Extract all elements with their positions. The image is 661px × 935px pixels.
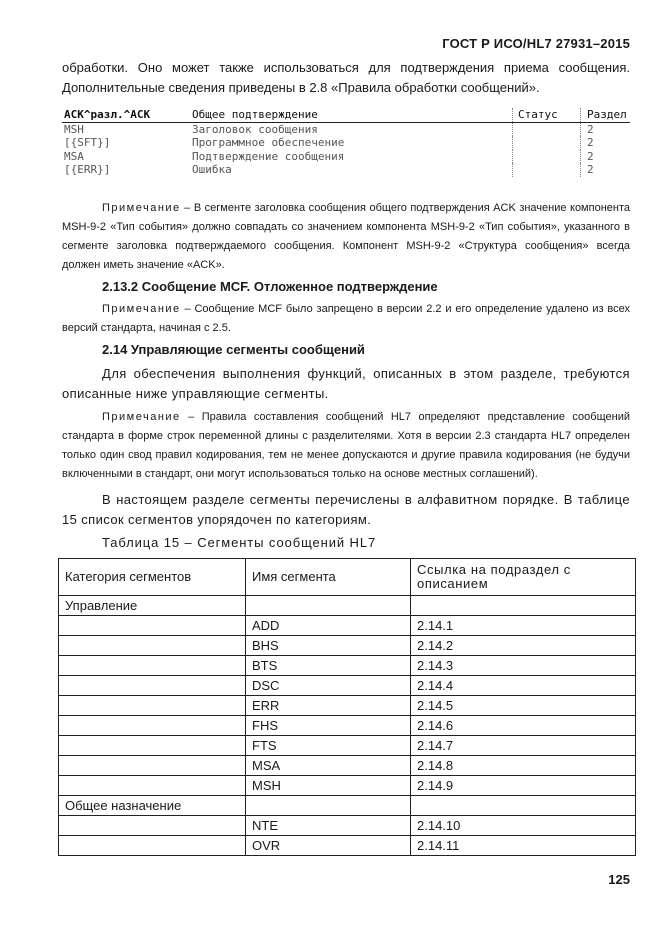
message-table-row bbox=[62, 122, 630, 136]
segment-name: OVR bbox=[246, 836, 411, 856]
note-text: – В сегменте заголовка сообщения общего подтверждения ACK значение компонента MSH-9-2 «Тип события» должно совпадать со значением компонента MSH-9-2 «Тип события», указанного в сегменте заголовка подтверждаемого сообщения. Компонент MSH-9-2 «Структура сообщения» всегда должен иметь значение «ACK». bbox=[62, 202, 630, 271]
table-row bbox=[59, 676, 636, 696]
segment-description: Подтверждение сообщения bbox=[192, 149, 345, 163]
segment-code: [{SFT}] bbox=[64, 136, 111, 150]
note-text: – Правила составления сообщений HL7 определяют представление сообщений стандарта в форме строк переменной длины с разделителями. Хотя в версии 2.3 стандарта HL7 определен только один свод правил кодирования, тем не менее допускаются и другие правила кодирования (не будучи включенными в стандарт, они могут использоваться только на основе местных соглашений). bbox=[62, 411, 630, 480]
document-header: ГОСТ Р ИСО/HL7 27931–2015 bbox=[442, 36, 630, 51]
message-table-header bbox=[62, 108, 630, 122]
segment-status bbox=[513, 150, 581, 164]
segment-name: ERR bbox=[246, 696, 411, 716]
table-row bbox=[59, 696, 636, 716]
table-row bbox=[59, 656, 636, 676]
message-table-row bbox=[62, 136, 630, 150]
segment-status bbox=[513, 136, 581, 150]
intro-paragraph: обработки. Оно может также использоваться для подтверждения приема сообщения. Дополнительные сведения приведены в 2.8 «Правила обработки сообщений». bbox=[62, 60, 630, 95]
segment-name: MSH bbox=[246, 776, 411, 796]
page-number: 125 bbox=[608, 872, 630, 887]
section-title-2-13-2: 2.13.2 Сообщение MCF. Отложенное подтверждение bbox=[102, 279, 438, 294]
section-title-2-14: 2.14 Управляющие сегменты сообщений bbox=[102, 342, 365, 357]
segment-reference: 2.14.2 bbox=[411, 636, 636, 656]
category-row bbox=[59, 796, 636, 816]
segment-name: BHS bbox=[246, 636, 411, 656]
header-segment-name: Имя сегмента bbox=[246, 559, 411, 596]
table-row bbox=[59, 836, 636, 856]
message-table-header-cell: Раздел bbox=[581, 108, 631, 122]
header-category: Категория сегментов bbox=[59, 559, 246, 596]
category-name: Управление bbox=[59, 596, 246, 616]
note-label: Примечание bbox=[102, 202, 181, 214]
segment-reference: 2.14.10 bbox=[411, 816, 636, 836]
table-row bbox=[59, 816, 636, 836]
segment-name: BTS bbox=[246, 656, 411, 676]
segment-reference: 2.14.7 bbox=[411, 736, 636, 756]
note-label: Примечание bbox=[102, 303, 181, 315]
segment-reference: 2.14.8 bbox=[411, 756, 636, 776]
table-row bbox=[59, 776, 636, 796]
segment-status bbox=[513, 122, 581, 136]
segment-code: MSH bbox=[64, 122, 84, 136]
segment-section: 2 bbox=[581, 163, 631, 177]
segment-reference: 2.14.3 bbox=[411, 656, 636, 676]
segment-reference: 2.14.5 bbox=[411, 696, 636, 716]
segment-name: FHS bbox=[246, 716, 411, 736]
segment-name: MSA bbox=[246, 756, 411, 776]
segment-reference: 2.14.4 bbox=[411, 676, 636, 696]
segment-name: DSC bbox=[246, 676, 411, 696]
note-mcf bbox=[62, 300, 630, 338]
segment-description: Заголовок сообщения bbox=[192, 122, 318, 136]
segment-code: [{ERR}] bbox=[64, 163, 111, 177]
table-row bbox=[59, 616, 636, 636]
note-text: – Сообщение MCF было запрещено в версии 2.2 и его определение удалено из всех версий стандарта, начиная с 2.5. bbox=[62, 303, 630, 334]
message-table-row bbox=[62, 163, 630, 177]
segment-section: 2 bbox=[581, 122, 631, 136]
segment-status bbox=[513, 163, 581, 177]
segment-code: MSA bbox=[64, 149, 84, 163]
note-ack bbox=[62, 199, 630, 275]
segment-reference: 2.14.1 bbox=[411, 616, 636, 636]
message-table-header-cell: ACK^разл.^ACK bbox=[62, 108, 190, 122]
message-table-row bbox=[62, 150, 630, 164]
message-table-header-cell: Общее подтверждение bbox=[190, 108, 513, 122]
category-name: Общее назначение bbox=[59, 796, 246, 816]
segment-reference: 2.14.11 bbox=[411, 836, 636, 856]
table-row bbox=[59, 736, 636, 756]
segment-section: 2 bbox=[581, 150, 631, 164]
paragraph-alphabetical: В настоящем разделе сегменты перечислены в алфавитном порядке. В таблице 15 список сегментов упорядочен по категориям. bbox=[62, 492, 630, 527]
paragraph-control-segments: Для обеспечения выполнения функций, описанных в этом разделе, требуются описанные ниже управляющие сегменты. bbox=[62, 366, 630, 401]
segments-table-header bbox=[59, 559, 636, 596]
table-row bbox=[59, 636, 636, 656]
segment-name: NTE bbox=[246, 816, 411, 836]
table-row bbox=[59, 756, 636, 776]
segment-name: FTS bbox=[246, 736, 411, 756]
note-encoding-rules bbox=[62, 408, 630, 484]
segment-reference: 2.14.9 bbox=[411, 776, 636, 796]
table-caption: Таблица 15 – Сегменты сообщений HL7 bbox=[102, 535, 377, 550]
segments-table bbox=[58, 558, 636, 856]
segment-name: ADD bbox=[246, 616, 411, 636]
segment-reference: 2.14.6 bbox=[411, 716, 636, 736]
segment-description: Программное обеспечение bbox=[192, 136, 345, 150]
segment-section: 2 bbox=[581, 136, 631, 150]
note-label: Примечание bbox=[102, 411, 181, 423]
message-structure-table bbox=[62, 108, 630, 177]
table-row bbox=[59, 716, 636, 736]
message-table-header-cell: Статус bbox=[513, 108, 581, 122]
segment-description: Ошибка bbox=[192, 163, 232, 177]
header-reference: Ссылка на подраздел с описанием bbox=[411, 559, 636, 596]
category-row bbox=[59, 596, 636, 616]
